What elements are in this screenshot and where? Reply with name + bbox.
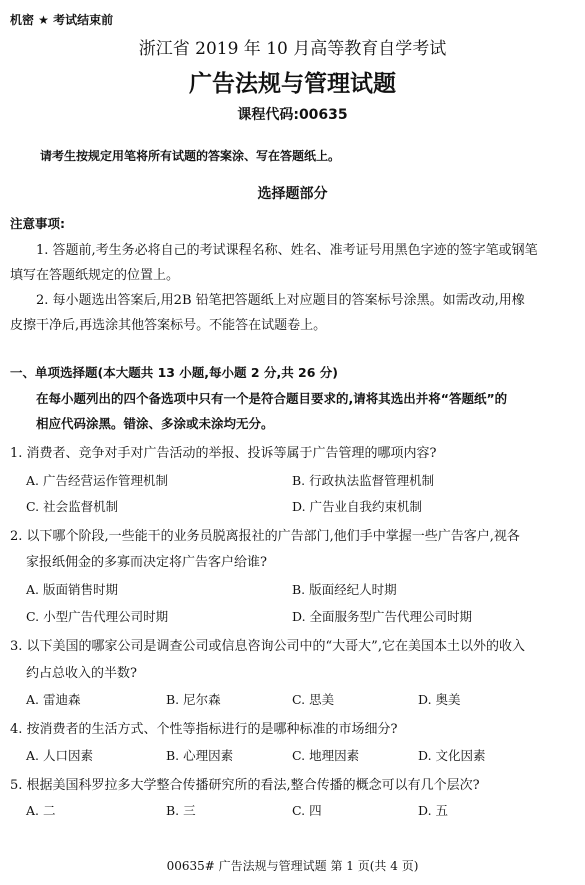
note-1-line-2: 填写在答题纸规定的位置上。 <box>10 268 180 283</box>
question-5-option-a: A. 二 <box>26 803 56 818</box>
question-3-option-a: A. 雷迪森 <box>26 692 81 707</box>
question-1-option-a: A. 广告经营运作管理机制 <box>26 473 168 488</box>
question-2-option-a: A. 版面销售时期 <box>26 582 118 597</box>
question-3-option-d: D. 奥美 <box>418 692 461 707</box>
answer-instruction: 请考生按规定用笔将所有试题的答案涂、写在答题纸上。 <box>40 149 341 163</box>
question-2-option-b: B. 版面经纪人时期 <box>292 582 397 597</box>
question-5-option-b: B. 三 <box>166 803 196 818</box>
question-5-stem: 5. 根据美国科罗拉多大学整合传播研究所的看法,整合传播的概念可以有几个层次? <box>10 778 480 793</box>
part-description-line-2: 相应代码涂黑。错涂、多涂或未涂均无分。 <box>36 416 274 431</box>
question-3-option-c: C. 思美 <box>292 692 335 707</box>
note-2-line-1: 2. 每小题选出答案后,用2B 铅笔把答题纸上对应题目的答案标号涂黑。如需改动,用橡 <box>36 293 525 308</box>
question-3-option-b: B. 尼尔森 <box>166 692 221 707</box>
question-4-option-b: B. 心理因素 <box>166 748 234 763</box>
part-heading: 一、单项选择题(本大题共 13 小题,每小题 2 分,共 26 分) <box>10 365 339 380</box>
question-2-option-d: D. 全面服务型广告代理公司时期 <box>292 609 473 624</box>
question-5-option-d: D. 五 <box>418 803 449 818</box>
question-1-option-d: D. 广告业自我约束机制 <box>292 499 423 514</box>
question-4-option-d: D. 文化因素 <box>418 748 486 763</box>
notes-heading: 注意事项: <box>10 216 65 231</box>
section-title: 选择题部分 <box>257 186 328 202</box>
note-1-line-1: 1. 答题前,考生务必将自己的考试课程名称、姓名、准考证号用黑色字迹的签字笔或钢笔 <box>36 243 538 258</box>
question-4-option-a: A. 人口因素 <box>26 748 93 763</box>
page-footer: 00635# 广告法规与管理试题 第 1 页(共 4 页) <box>166 859 419 873</box>
question-1-option-c: C. 社会监督机制 <box>26 499 119 514</box>
question-1-stem: 1. 消费者、竞争对手对广告活动的举报、投诉等属于广告管理的哪项内容? <box>10 446 437 461</box>
question-4-stem: 4. 按消费者的生活方式、个性等指标进行的是哪种标准的市场细分? <box>10 722 398 737</box>
confidential-mark: 机密 ★ 考试结束前 <box>10 13 114 27</box>
question-2-option-c: C. 小型广告代理公司时期 <box>26 609 169 624</box>
part-description-line-1: 在每小题列出的四个备选项中只有一个是符合题目要求的,请将其选出并将“答题纸”的 <box>36 391 508 406</box>
course-code: 课程代码:00635 <box>237 107 348 123</box>
note-2-line-2: 皮擦干净后,再选涂其他答案标号。不能答在试题卷上。 <box>10 318 327 333</box>
question-1-option-b: B. 行政执法监督管理机制 <box>292 473 435 488</box>
paper-title: 广告法规与管理试题 <box>189 71 396 97</box>
question-2-stem-line-2: 家报纸佣金的多寡而决定将广告客户给谁? <box>26 555 267 570</box>
question-5-option-c: C. 四 <box>292 803 322 818</box>
question-3-stem-line-1: 3. 以下美国的哪家公司是调查公司或信息咨询公司中的“大哥大”,它在美国本土以外的收入 <box>10 639 525 654</box>
exam-name: 浙江省 2019 年 10 月高等教育自学考试 <box>138 39 447 59</box>
question-4-option-c: C. 地理因素 <box>292 748 360 763</box>
question-3-stem-line-2: 约占总收入的半数? <box>26 666 137 681</box>
question-2-stem-line-1: 2. 以下哪个阶段,一些能干的业务员脱离报社的广告部门,他们手中掌握一些广告客户,视各 <box>10 529 520 544</box>
